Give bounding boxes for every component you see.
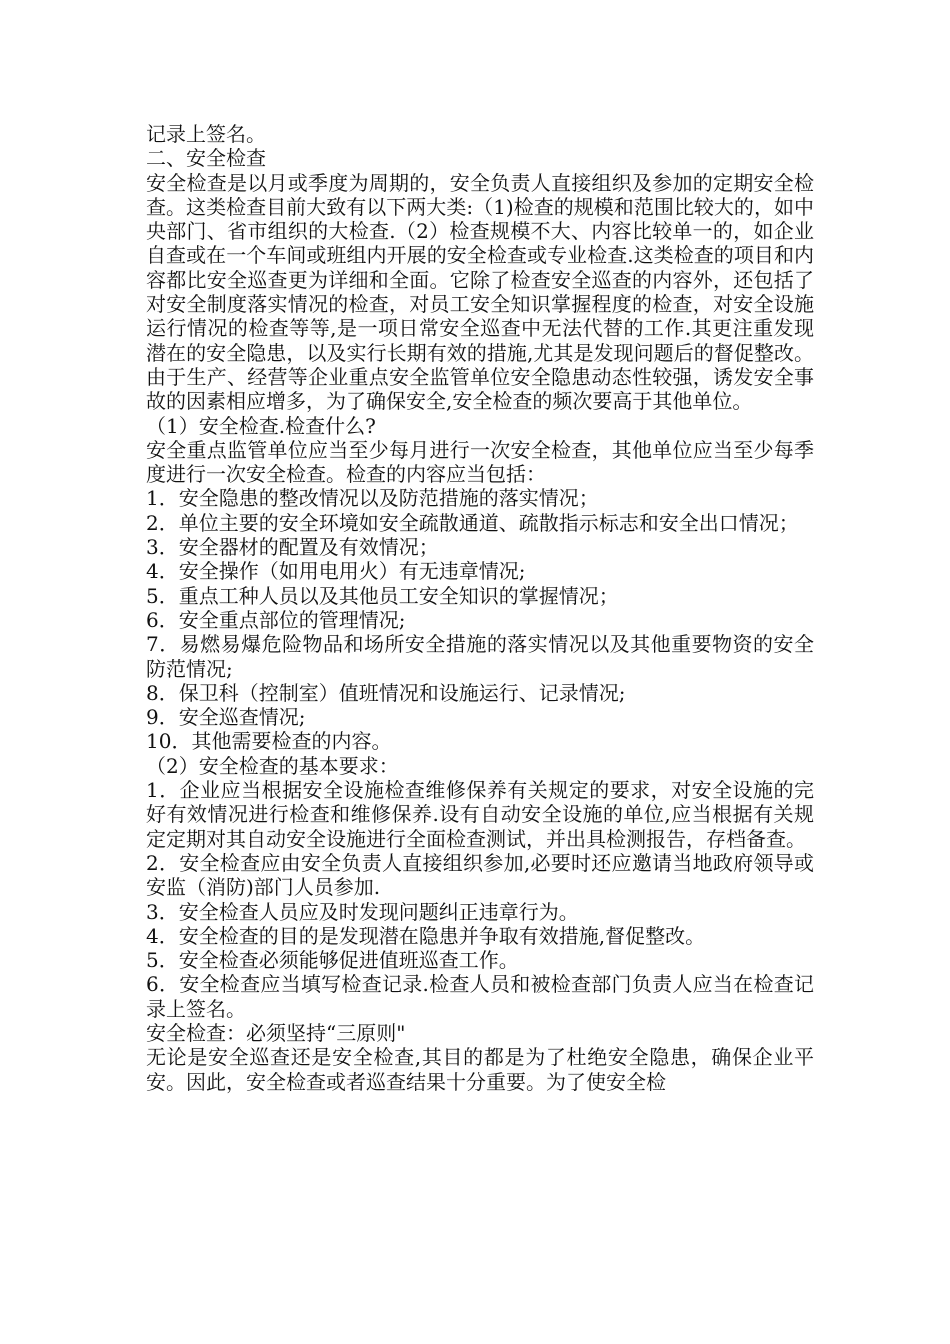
list-item-content-2: 2．单位主要的安全环境如安全疏散通道、疏散指示标志和安全出口情况；	[146, 510, 799, 535]
list-item-requirement-5: 5．安全检查必须能够促进值班巡查工作。	[146, 948, 519, 973]
subheading-basic-requirements: （2）安全检查的基本要求：	[146, 753, 399, 778]
list-item-content-10: 10．其他需要检查的内容。	[146, 729, 392, 754]
list-item-content-8: 8．保卫科（控制室）值班情况和设施运行、记录情况;	[146, 680, 626, 705]
document-body	[146, 122, 814, 1094]
paragraph-frequency: 安全重点监管单位应当至少每月进行一次安全检查，其他单位应当至少每季度进行一次安全检查。检查的内容应当包括：	[146, 437, 814, 487]
section-heading-safety-inspection: 二、安全检查	[146, 146, 266, 171]
paragraph-intro: 安全检查是以月或季度为周期的，安全负责人直接组织及参加的定期安全检查。这类检查目前大致有以下两大类:（1)检查的规模和范围比较大的，如中央部门、省市组织的大检查.（2）检查规模不大、内容比较单一的，如企业自查或在一个车间或班组内开展的安全检查或专业检查.这类检查的项目和内容都比安全巡查更为详细和全面。它除了检查安全巡查的内容外，还包括了对安全制度落实情况的检查，对员工安全知识掌握程度的检查，对安全设施运行情况的检查等等,是一项日常安全巡查中无法代替的工作.其更注重发现潜在的安全隐患，以及实行长期有效的措施,尤其是发现问题后的督促整改。由于生产、经营等企业重点安全监管单位安全隐患动态性较强，诱发安全事故的因素相应增多，为了确保安全,安全检查的频次要高于其他单位。	[146, 170, 814, 414]
list-item-requirement-3: 3．安全检查人员应及时发现问题纠正违章行为。	[146, 899, 579, 924]
subheading-three-principles: 安全检查：必须坚持“三原则"	[146, 1020, 406, 1045]
list-item-requirement-1: 1．企业应当根据安全设施检查维修保养有关规定的要求，对安全设施的完好有效情况进行检查和维修保养.设有自动安全设施的单位,应当根据有关规定定期对其自动安全设施进行全面检查测试，并出具检测报告，存档备查。	[146, 778, 814, 851]
list-item-content-3: 3．安全器材的配置及有效情况；	[146, 535, 439, 560]
list-item-content-7: 7．易燃易爆危险物品和场所安全措施的落实情况以及其他重要物资的安全防范情况;	[146, 632, 814, 681]
paragraph-closing: 无论是安全巡查还是安全检查,其目的都是为了杜绝安全隐患，确保企业平安。因此，安全检查或者巡查结果十分重要。为了使安全检	[146, 1045, 814, 1094]
subheading-what-to-inspect: （1）安全检查.检查什么?	[146, 413, 376, 438]
list-item-requirement-4: 4．安全检查的目的是发现潜在隐患并争取有效措施,督促整改。	[146, 923, 706, 948]
list-item-content-9: 9．安全巡查情况;	[146, 705, 306, 730]
list-item-requirement-6: 6．安全检查应当填写检查记录.检查人员和被检查部门负责人应当在检查记录上签名。	[146, 972, 814, 1021]
list-item-content-5: 5．重点工种人员以及其他员工安全知识的掌握情况；	[146, 583, 619, 608]
list-item-content-4: 4．安全操作（如用电用火）有无违章情况;	[146, 559, 526, 584]
list-item-content-6: 6．安全重点部位的管理情况;	[146, 607, 406, 632]
paragraph-continuation: 记录上签名。	[146, 122, 266, 146]
list-item-requirement-2: 2．安全检查应由安全负责人直接组织参加,必要时还应邀请当地政府领导或安监（消防)部门人员参加.	[146, 850, 814, 900]
list-item-content-1: 1．安全隐患的整改情况以及防范措施的落实情况；	[146, 486, 599, 511]
